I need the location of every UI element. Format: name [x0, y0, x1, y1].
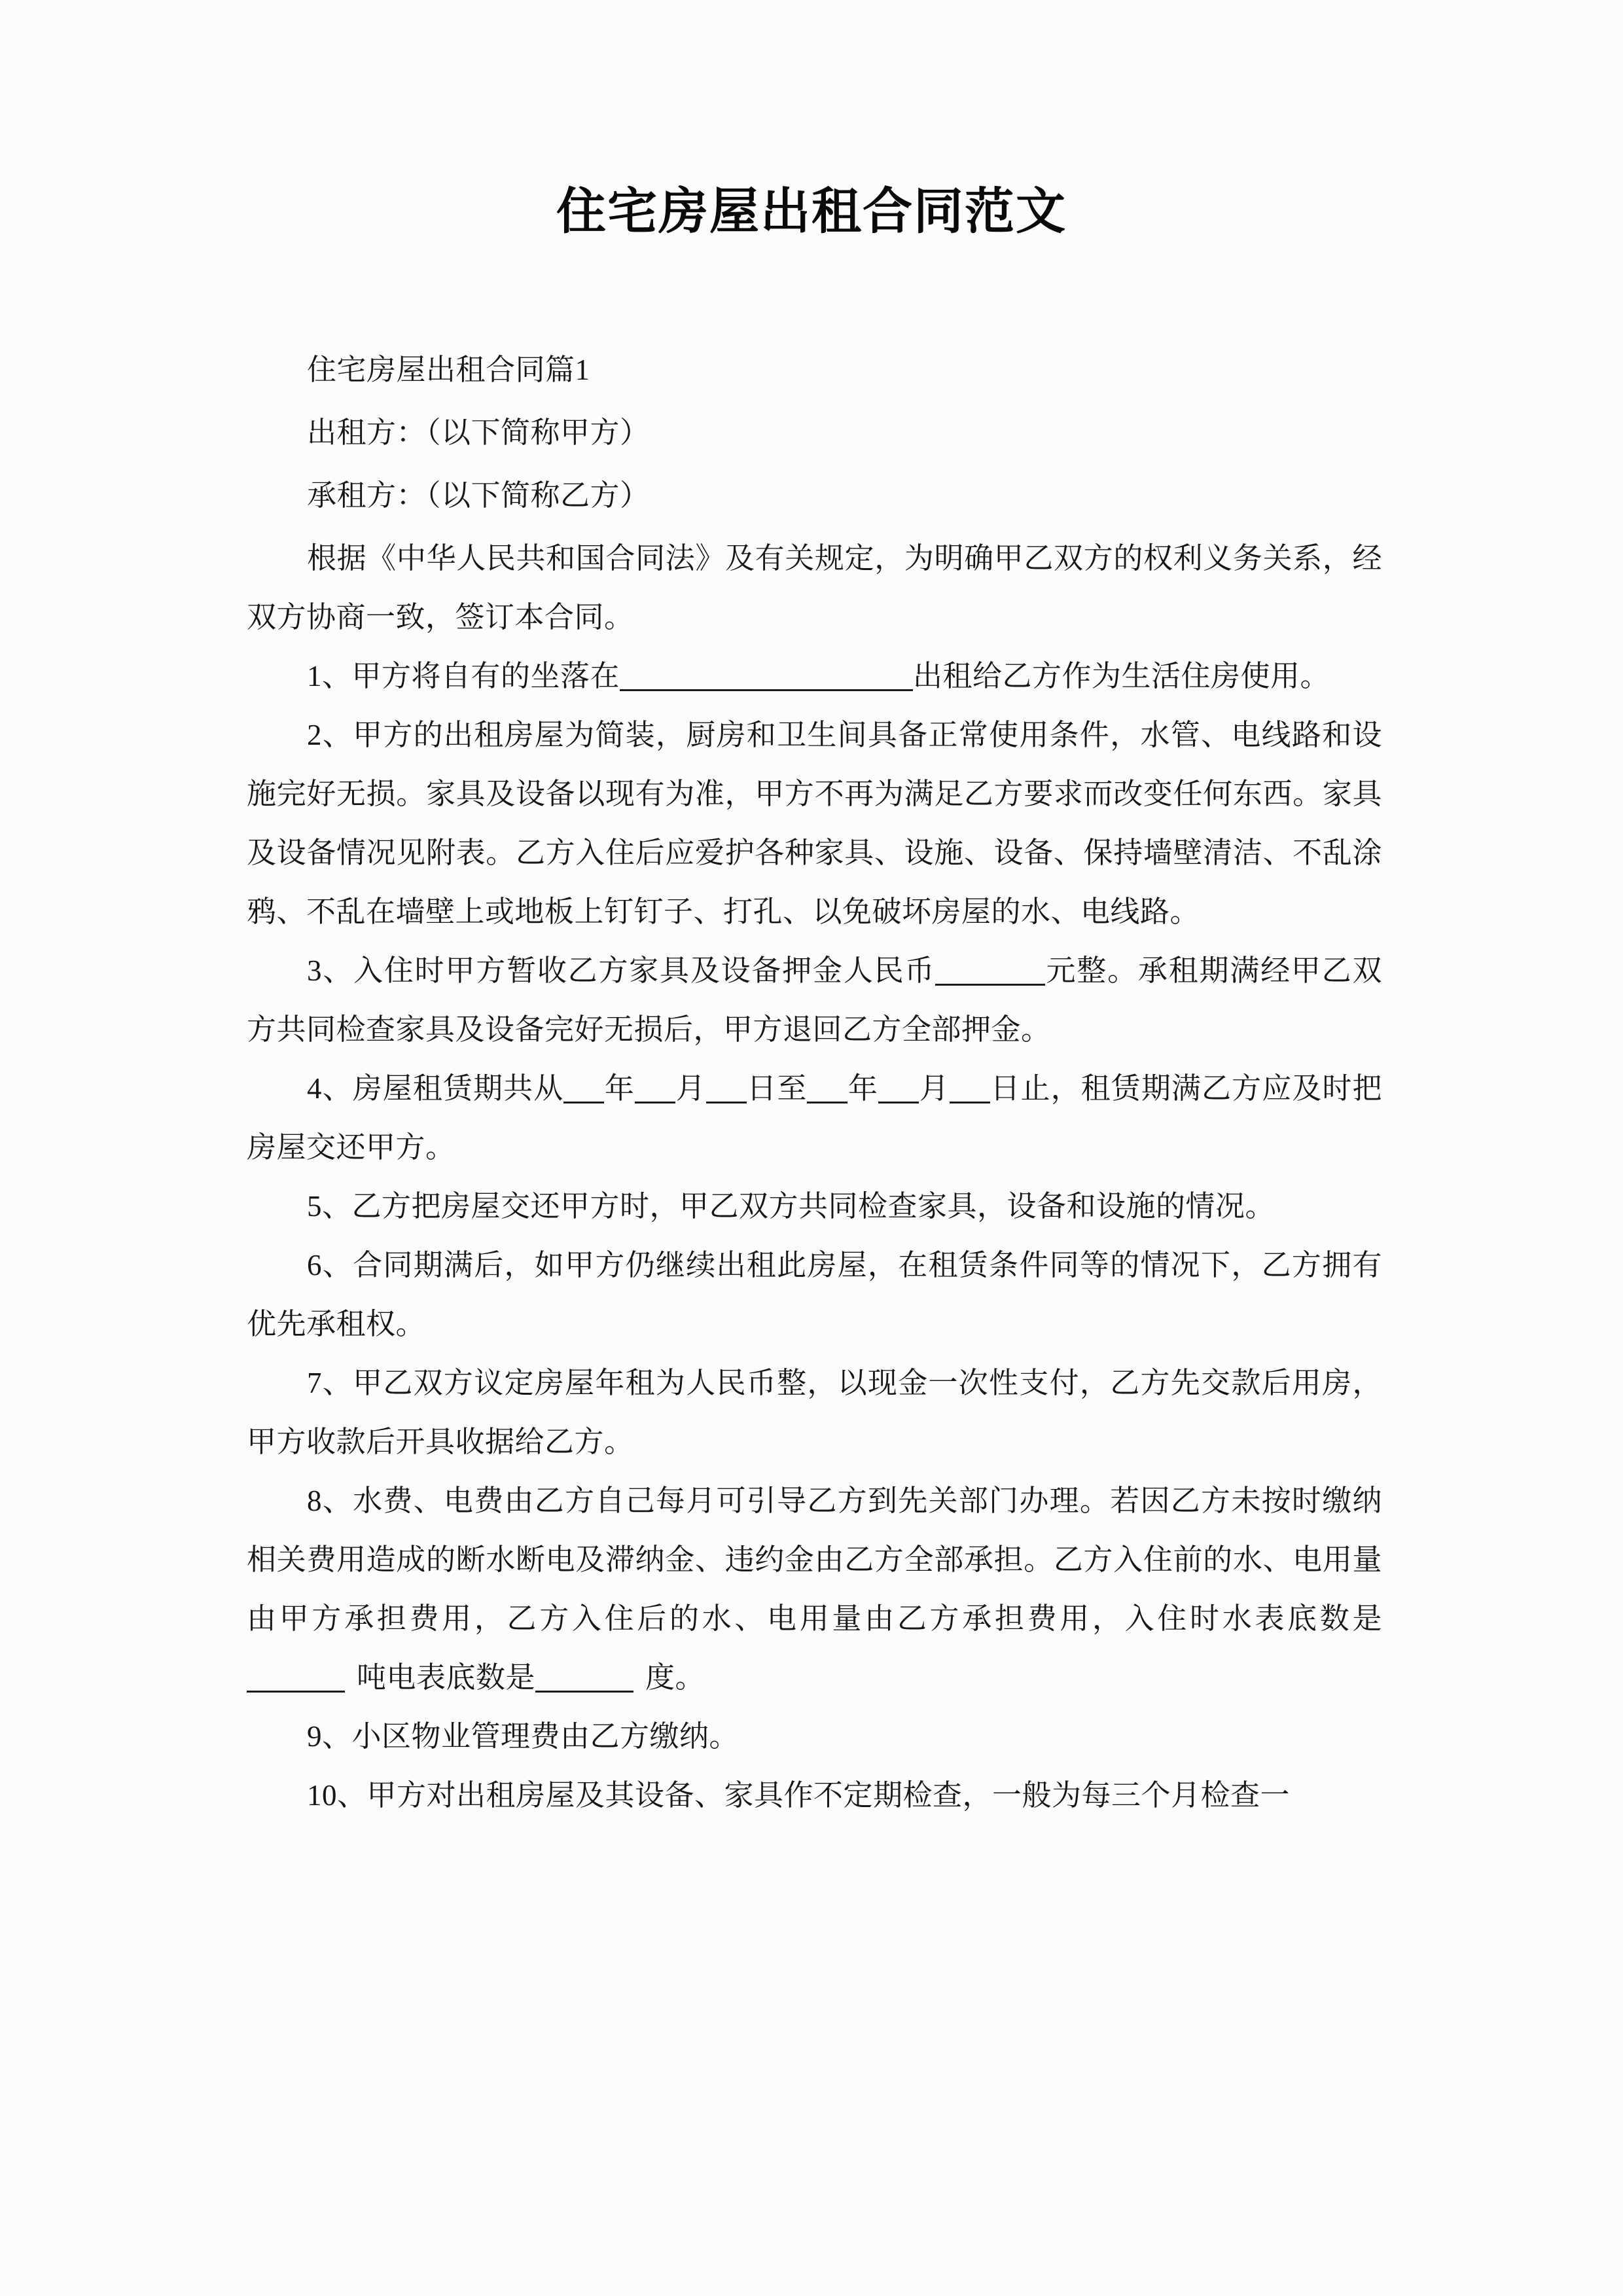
- clause-1-number: 1、: [307, 660, 352, 692]
- clause-6-number: 6、: [307, 1249, 353, 1282]
- clause-4-text-before-dates: 房屋租赁期共从: [352, 1072, 564, 1105]
- clause-8-text-after-meters: 度。: [645, 1661, 705, 1694]
- clause-10: [247, 1766, 1382, 1825]
- clause-8-text-before-water-meter: 水费、电费由乙方自己每月可引导乙方到先关部门办理。若因乙方未按时缴纳相关费用造成的断水断电及滞纳金、违约金由乙方全部承担。乙方入住前的水、电用量由甲方承担费用，乙方入住后的水、电用量由乙方承担费用，入住时水表底数是: [247, 1484, 1382, 1635]
- clause-7-number: 7、: [307, 1367, 353, 1399]
- clause-2-number: 2、: [307, 719, 353, 751]
- preamble-paragraph: 根据《中华人民共和国合同法》及有关规定，为明确甲乙双方的权利义务关系，经双方协商一致，签订本合同。: [247, 542, 1382, 634]
- clause-4-label-start-year: 年: [604, 1072, 635, 1105]
- clause-8-electric-meter-blank[interactable]: [535, 1671, 633, 1693]
- clause-4-number: 4、: [307, 1072, 353, 1105]
- clause-9-number: 9、: [307, 1720, 352, 1753]
- clause-4-label-end-day: 日止，: [990, 1072, 1081, 1105]
- lessor-line: 出租方：（以下简称甲方）: [307, 416, 650, 449]
- clause-4-label-end-month: 月: [919, 1072, 950, 1105]
- clause-5: [247, 1177, 1382, 1236]
- clause-4-label-start-day: 日至: [746, 1072, 808, 1105]
- lessee-line: 承租方：（以下简称乙方）: [307, 479, 650, 512]
- clause-4-start-year-blank[interactable]: [563, 1082, 604, 1103]
- clause-4-start-day-blank[interactable]: [706, 1082, 747, 1103]
- clause-8-text-between-meters: 吨电表底数是: [357, 1661, 536, 1694]
- clause-5-number: 5、: [307, 1190, 352, 1223]
- clause-7: [247, 1354, 1382, 1471]
- clause-3-deposit-blank[interactable]: [935, 964, 1045, 986]
- clause-3-text-after-blank: 元整。承租期满经甲乙双方共同检查家具及设备完好无损后，甲方退回乙方全部押金。: [247, 954, 1382, 1046]
- clause-4-start-month-blank[interactable]: [635, 1082, 675, 1103]
- document-body: [247, 340, 1382, 1825]
- clause-7-text: 甲乙双方议定房屋年租为人民币整，以现金一次性支付，乙方先交款后用房，甲方收款后开具收据给乙方。: [247, 1367, 1382, 1458]
- clause-10-number: 10、: [307, 1779, 367, 1812]
- clause-4-end-year-blank[interactable]: [807, 1082, 847, 1103]
- clause-5-text: 乙方把房屋交还甲方时，甲乙双方共同检查家具，设备和设施的情况。: [351, 1190, 1275, 1223]
- clause-6: [247, 1236, 1382, 1354]
- clause-4-text-after-dates: 租赁期满乙方应及时把房屋交还甲方。: [247, 1072, 1382, 1164]
- clause-6-text: 合同期满后，如甲方仍继续出租此房屋，在租赁条件同等的情况下，乙方拥有优先承租权。: [247, 1249, 1382, 1340]
- page-title: 住宅房屋出租合同范文: [556, 185, 1067, 240]
- clause-8-water-meter-blank[interactable]: [247, 1671, 345, 1693]
- clause-9-text: 小区物业管理费由乙方缴纳。: [351, 1720, 740, 1753]
- clause-1: [247, 647, 1382, 706]
- clause-4-label-start-month: 月: [675, 1072, 706, 1105]
- clause-3-number: 3、: [307, 954, 354, 987]
- clause-3-text-before-blank: 入住时甲方暂收乙方家具及设备押金人民币: [353, 954, 936, 987]
- clause-4: [247, 1059, 1382, 1177]
- clause-8: [247, 1471, 1382, 1707]
- clause-4-label-end-year: 年: [847, 1072, 879, 1105]
- clause-1-text-before-blank: 甲方将自有的坐落在: [351, 660, 620, 692]
- clause-4-end-day-blank[interactable]: [950, 1082, 990, 1103]
- clause-1-text-after-blank: 出租给乙方作为生活住房使用。: [913, 660, 1330, 692]
- clause-2-text: 甲方的出租房屋为简装，厨房和卫生间具备正常使用条件，水管、电线路和设施完好无损。家具及设备以现有为准，甲方不再为满足乙方要求而改变任何东西。家具及设备情况见附表。乙方入住后应爱护各种家具、设施、设备、保持墙壁清洁、不乱涂鸦、不乱在墙壁上或地板上钉钉子、打孔、以免破坏房屋的水、电线路。: [247, 719, 1382, 928]
- clause-8-number: 8、: [307, 1484, 353, 1517]
- clause-2: [247, 706, 1382, 941]
- clause-3: [247, 941, 1382, 1059]
- clause-4-end-month-blank[interactable]: [878, 1082, 919, 1103]
- clause-9: [247, 1707, 1382, 1766]
- clause-10-text: 甲方对出租房屋及其设备、家具作不定期检查，一般为每三个月检查一: [366, 1779, 1291, 1812]
- clause-1-address-blank[interactable]: [620, 670, 913, 691]
- section-heading: 住宅房屋出租合同篇1: [307, 353, 590, 386]
